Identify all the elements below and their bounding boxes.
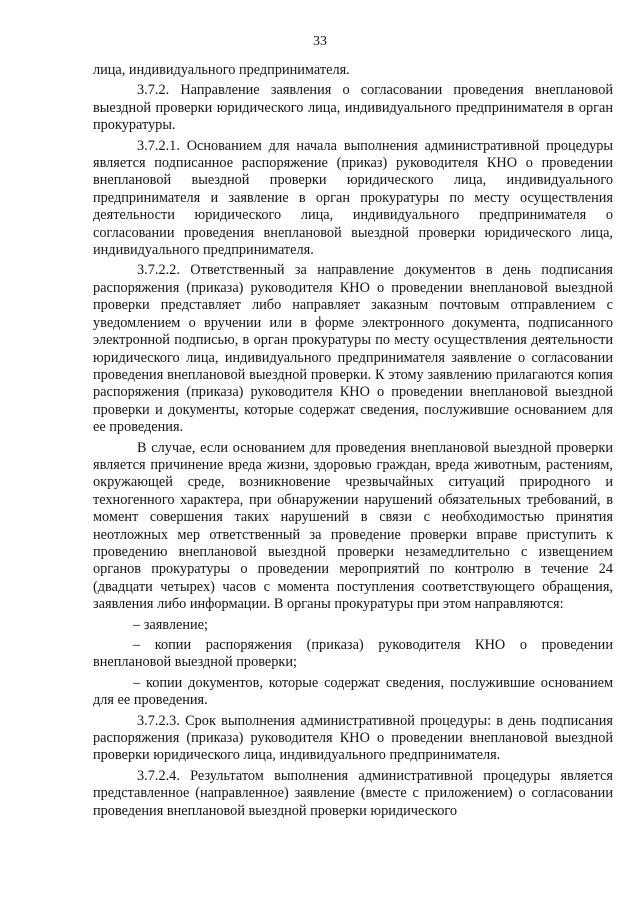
list-item-document-copies: – копии документов, которые содержат сведения, послужившие основанием для ее проведения. bbox=[93, 674, 613, 709]
document-body bbox=[93, 62, 613, 820]
list-item-application: – заявление; bbox=[133, 616, 208, 633]
paragraph-3-7-2-3: 3.7.2.3. Срок выполнения административной процедуры: в день подписания распоряжения (приказа) руководителя КНО о проведении внеплановой выездной проверки юридического лица, индивидуального предпринимателя. bbox=[93, 712, 613, 764]
paragraph-3-7-2-1: 3.7.2.1. Основанием для начала выполнения административной процедуры является подписанное распоряжение (приказ) руководителя КНО о проведении внеплановой выездной проверки юридического лица, индивидуального предпринимателя и заявление в орган прокуратуры по месту осуществления деятельности юридического лица, индивидуального предпринимателя о согласовании проведения внеплановой выездной проверки юридического лица, индивидуального предпринимателя. bbox=[93, 137, 613, 259]
paragraph-3-7-2-2: 3.7.2.2. Ответственный за направление документов в день подписания распоряжения (приказа) руководителя КНО о проведении внеплановой выездной проверки представляет либо направляет заказным почтовым отправлением с уведомлением о вручении или в форме электронного документа, подписанного электронной подписью, в орган прокуратуры по месту осуществления деятельности юридического лица, индивидуального предпринимателя заявление о согласовании проведения внеплановой выездной проверки. К этому заявлению прилагаются копия распоряжения (приказа) руководителя КНО о проведении внеплановой выездной проверки и документы, которые содержат сведения, послужившие основанием для ее проведения. bbox=[93, 262, 613, 436]
paragraph-3-7-2-4: 3.7.2.4. Результатом выполнения административной процедуры является представленное (направленное) заявление (вместе с приложением) о согласовании проведения внеплановой выездной проверки юридического bbox=[93, 767, 613, 819]
paragraph-3-7-2: 3.7.2. Направление заявления о согласовании проведения внеплановой выездной проверки юридического лица, индивидуального предпринимателя в орган прокуратуры. bbox=[93, 82, 613, 134]
page-number: 33 bbox=[313, 34, 327, 49]
list-item-order-copies: – копии распоряжения (приказа) руководителя КНО о проведении внеплановой выездной проверки; bbox=[93, 637, 613, 671]
paragraph-urgent-case: В случае, если основанием для проведения внеплановой выездной проверки является причинение вреда жизни, здоровью граждан, вреда животным, растениям, окружающей среде, возникновение чрезвычайных ситуаций природного и техногенного характера, при обнаружении нарушений обязательных требований, в момент совершения таких нарушений в связи с необходимостью принятия неотложных мер ответственный за проведение проверки вправе приступить к проведению внеплановой выездной проверки незамедлительно с извещением органов прокуратуры о проведении мероприятий по контролю в течение 24 (двадцати четырех) часов с момента поступления соответствующего обращения, заявления либо информации. В органы прокуратуры при этом направляются: bbox=[93, 439, 613, 613]
paragraph-continuation: лица, индивидуального предпринимателя. bbox=[93, 62, 350, 78]
